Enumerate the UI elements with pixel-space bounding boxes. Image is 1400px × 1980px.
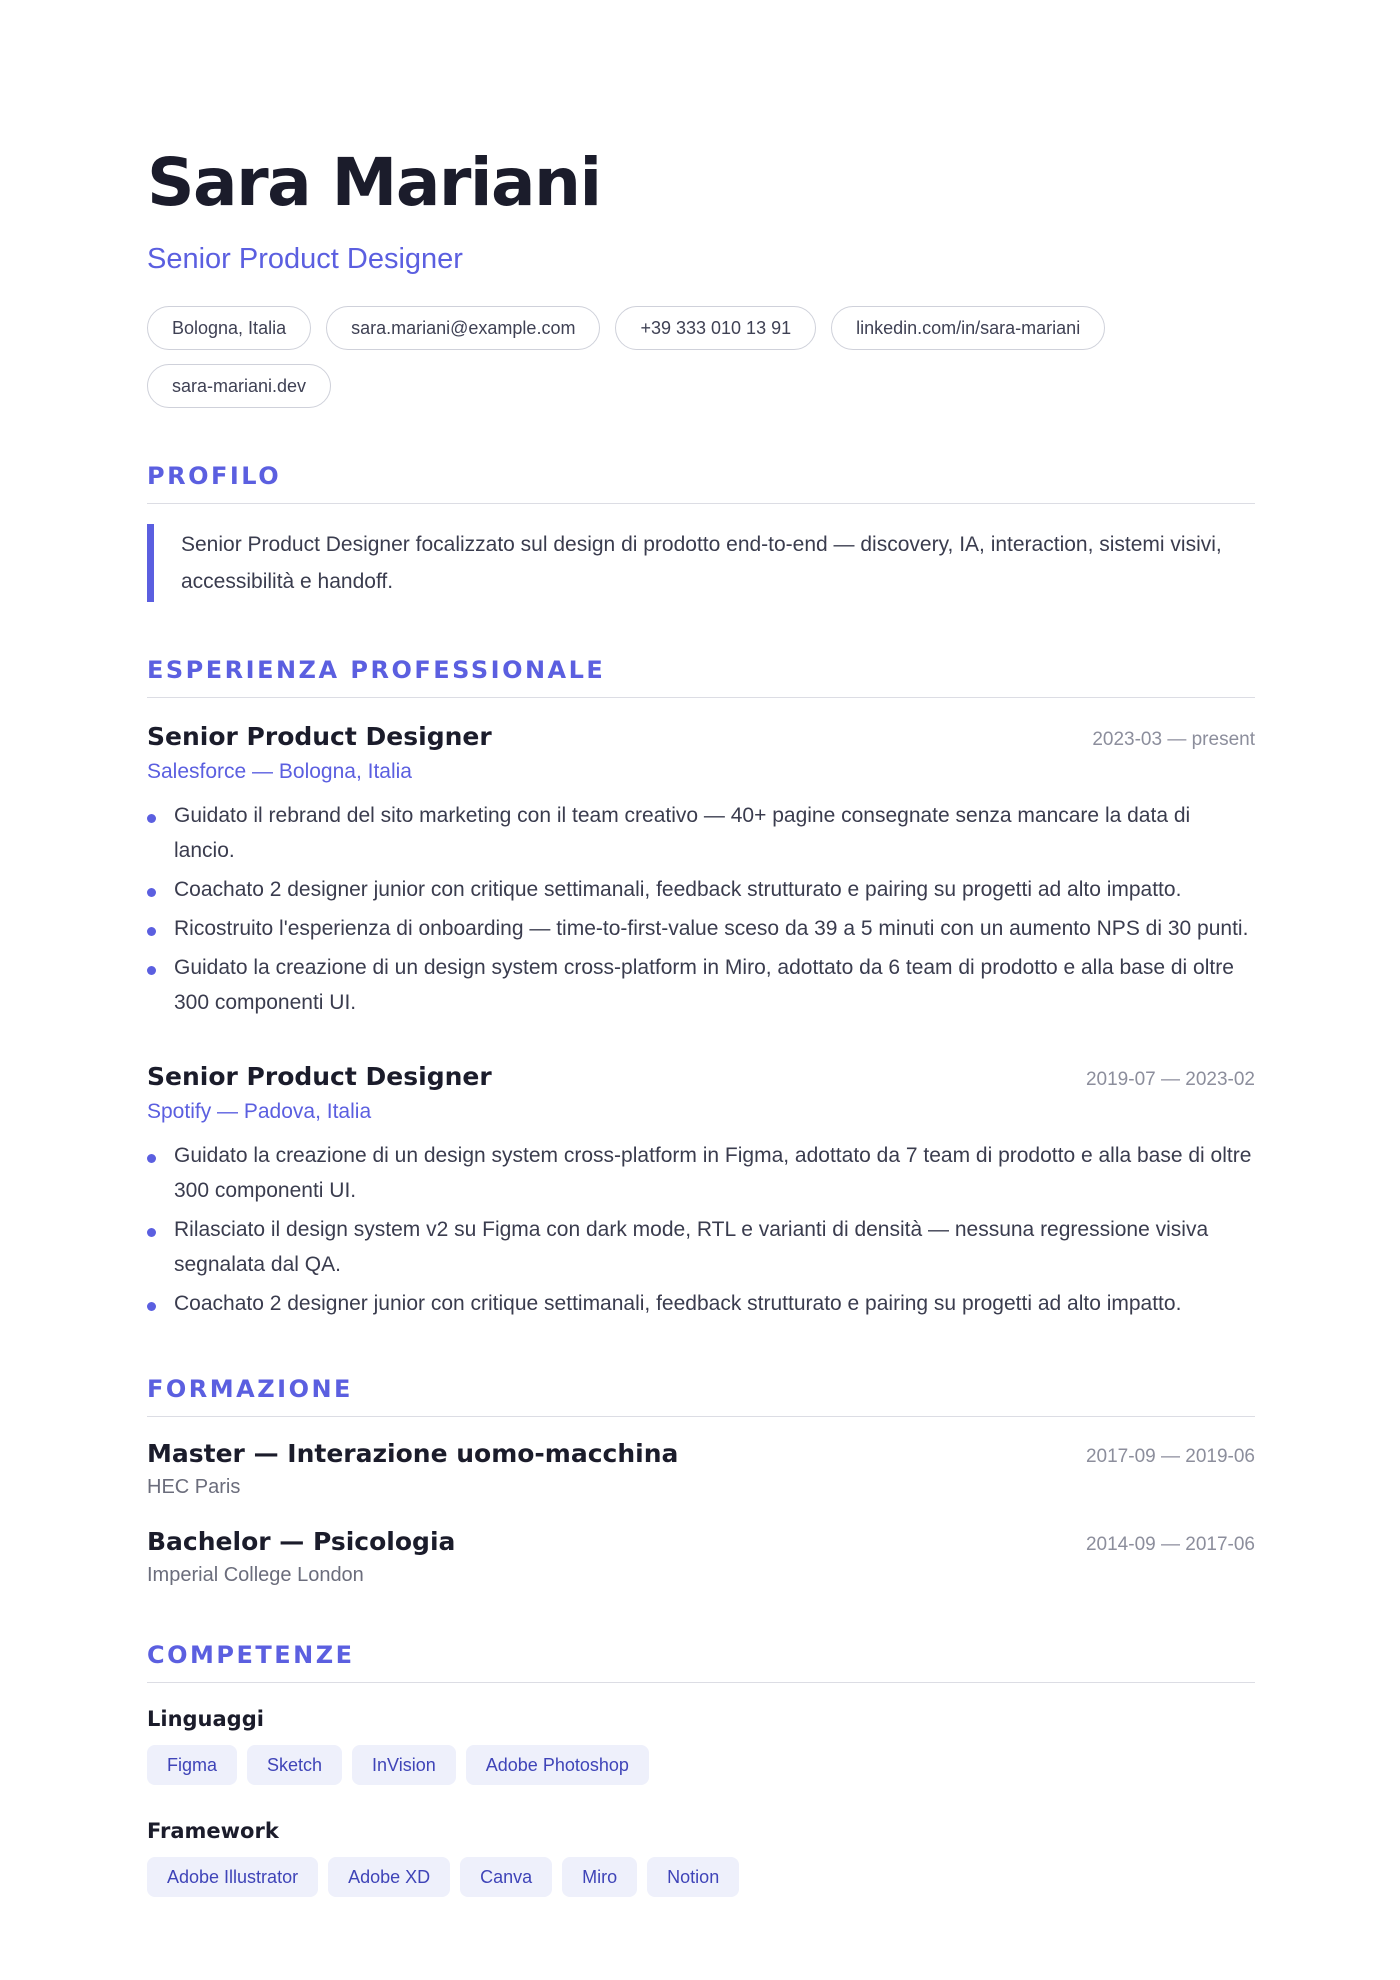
education-section xyxy=(147,1375,1255,1587)
job-bullet: Guidato la creazione di un design system cross-platform in Figma, adottato da 7 team di prodotto e alla base di oltre 300 componenti UI. xyxy=(147,1138,1255,1208)
education-degree: Master — Interazione uomo-macchina xyxy=(147,1439,679,1468)
job-dates: 2023-03 — present xyxy=(1092,729,1255,750)
contact-website[interactable]: sara-mariani.dev xyxy=(147,364,331,408)
education-school: Imperial College London xyxy=(147,1564,364,1586)
section-title-profile: PROFILO xyxy=(147,462,1255,504)
skills-section xyxy=(147,1641,1255,1897)
job-bullet: Coachato 2 designer junior con critique settimanali, feedback strutturato e pairing su progetti ad alto impatto. xyxy=(147,1286,1255,1321)
skill-tag: Notion xyxy=(647,1857,739,1897)
skill-group-languages xyxy=(147,1707,1255,1785)
candidate-headline: Senior Product Designer xyxy=(147,243,463,275)
skill-tag: Sketch xyxy=(247,1745,342,1785)
job-header xyxy=(147,722,1255,751)
skill-group-title: Framework xyxy=(147,1819,279,1843)
job-bullet: Guidato il rebrand del sito marketing con il team creativo — 40+ pagine consegnate senza mancare la data di lancio. xyxy=(147,798,1255,868)
profile-summary: Senior Product Designer focalizzato sul design di prodotto end-to-end — discovery, IA, interaction, sistemi visivi, accessibilità e handoff. xyxy=(147,524,1255,602)
experience-section xyxy=(147,656,1255,1321)
education-header xyxy=(147,1439,1255,1468)
job-bullets xyxy=(147,1138,1255,1321)
section-title-experience: ESPERIENZA PROFESSIONALE xyxy=(147,656,1255,698)
profile-section xyxy=(147,462,1255,602)
education-school: HEC Paris xyxy=(147,1476,241,1498)
skill-group-title: Linguaggi xyxy=(147,1707,264,1731)
education-entry xyxy=(147,1439,1255,1499)
education-dates: 2014-09 — 2017-06 xyxy=(1085,1534,1255,1555)
job-bullets xyxy=(147,798,1255,1020)
education-header xyxy=(147,1527,1255,1556)
skill-tag: Miro xyxy=(562,1857,637,1897)
job-dates: 2019-07 — 2023-02 xyxy=(1085,1069,1255,1090)
job-role: Senior Product Designer xyxy=(147,1062,492,1091)
contact-location: Bologna, Italia xyxy=(147,306,311,350)
skill-tag: Adobe Illustrator xyxy=(147,1857,318,1897)
job-bullet: Guidato la creazione di un design system cross-platform in Miro, adottato da 6 team di prodotto e alla base di oltre 300 componenti UI. xyxy=(147,950,1255,1020)
skill-group-frameworks xyxy=(147,1819,1255,1897)
skill-tag: InVision xyxy=(352,1745,456,1785)
skill-tag: Canva xyxy=(460,1857,552,1897)
skill-tags xyxy=(147,1857,1255,1897)
skill-tags xyxy=(147,1745,1255,1785)
section-title-skills: COMPETENZE xyxy=(147,1641,1255,1683)
job-role: Senior Product Designer xyxy=(147,722,492,751)
candidate-name: Sara Mariani xyxy=(147,144,601,221)
skill-tag: Adobe XD xyxy=(328,1857,450,1897)
job-entry xyxy=(147,1062,1255,1321)
section-title-education: FORMAZIONE xyxy=(147,1375,1255,1417)
contact-phone[interactable]: +39 333 010 13 91 xyxy=(615,306,816,350)
contact-email[interactable]: sara.mariani@example.com xyxy=(326,306,600,350)
resume-content xyxy=(147,144,1255,1897)
job-entry xyxy=(147,722,1255,1020)
job-company: Salesforce — Bologna, Italia xyxy=(147,760,412,783)
skill-tag: Figma xyxy=(147,1745,237,1785)
contact-chips xyxy=(147,306,1147,408)
job-bullet: Ricostruito l'esperienza di onboarding — time-to-first-value sceso da 39 a 5 minuti con un aumento NPS di 30 punti. xyxy=(147,911,1255,946)
education-degree: Bachelor — Psicologia xyxy=(147,1527,456,1556)
contact-linkedin[interactable]: linkedin.com/in/sara-mariani xyxy=(831,306,1105,350)
education-entry xyxy=(147,1527,1255,1587)
job-bullet: Rilasciato il design system v2 su Figma con dark mode, RTL e varianti di densità — nessuna regressione visiva segnalata dal QA. xyxy=(147,1212,1255,1282)
job-company: Spotify — Padova, Italia xyxy=(147,1100,372,1123)
education-dates: 2017-09 — 2019-06 xyxy=(1085,1446,1255,1467)
job-bullet: Coachato 2 designer junior con critique settimanali, feedback strutturato e pairing su progetti ad alto impatto. xyxy=(147,872,1255,907)
job-header xyxy=(147,1062,1255,1091)
skill-tag: Adobe Photoshop xyxy=(466,1745,649,1785)
